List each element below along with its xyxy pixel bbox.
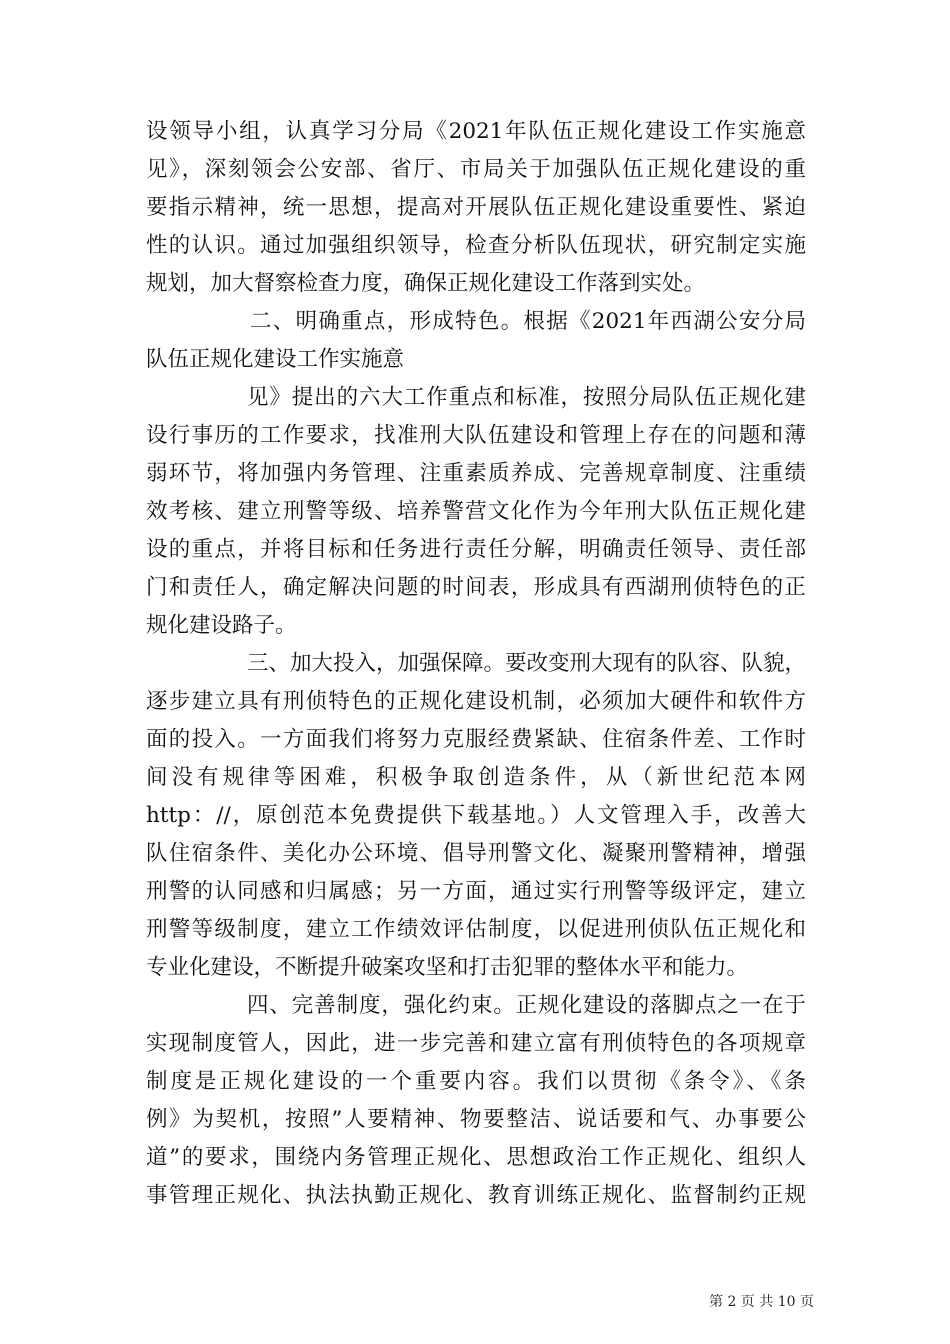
text-line: 面的投入。一方面我们将努力克服经费紧缺、住宿条件差、工作时 <box>146 727 806 752</box>
text-line: 规化建设路子。 <box>146 613 297 638</box>
text-line: 逐步建立具有刑侦特色的正规化建设机制，必须加大硬件和软件方 <box>146 689 806 714</box>
text-line: 道”的要求，围绕内务管理正规化、思想政治工作正规化、组织人 <box>146 1145 806 1170</box>
text-line: 四、完善制度，强化约束。正规化建设的落脚点之一在于 <box>247 993 806 1018</box>
text-line: 间没有规律等困难，积极争取创造条件，从（新世纪范本网 <box>146 765 806 790</box>
page-number: 第 2 页 共 10 页 <box>709 1294 814 1310</box>
text-line: 效考核、建立刑警等级、培养警营文化作为今年刑大队伍正规化建 <box>146 499 806 524</box>
text-line: 队住宿条件、美化办公环境、倡导刑警文化、凝聚刑警精神，增强 <box>146 841 806 866</box>
text-line: 例》为契机，按照”人要精神、物要整洁、说话要和气、办事要公 <box>146 1107 806 1132</box>
text-line: 三、加大投入，加强保障。要改变刑大现有的队容、队貌， <box>247 651 807 676</box>
text-line: 规划，加大督察检查力度，确保正规化建设工作落到实处。 <box>146 271 706 296</box>
text-line: 制度是正规化建设的一个重要内容。我们以贯彻《条令》、《条 <box>146 1069 806 1094</box>
text-line: 设行事历的工作要求，找准刑大队伍建设和管理上存在的问题和薄 <box>146 423 806 448</box>
text-line: 专业化建设，不断提升破案攻坚和打击犯罪的整体水平和能力。 <box>146 955 749 980</box>
text-line: 实现制度管人，因此，进一步完善和建立富有刑侦特色的各项规章 <box>146 1031 806 1056</box>
text-line: 二、明确重点，形成特色。根据《2021年西湖公安分局 <box>250 309 806 334</box>
text-line: 事管理正规化、执法执勤正规化、教育训练正规化、监督制约正规 <box>146 1183 806 1208</box>
text-line: 刑警等级制度，建立工作绩效评估制度，以促进刑侦队伍正规化和 <box>146 917 806 942</box>
text-line: 性的认识。通过加强组织领导，检查分析队伍现状，研究制定实施 <box>146 233 806 258</box>
text-line: 见》提出的六大工作重点和标准，按照分局队伍正规化建 <box>247 385 806 410</box>
text-line: 见》，深刻领会公安部、省厅、市局关于加强队伍正规化建设的重 <box>146 157 806 182</box>
text-line: 刑警的认同感和归属感；另一方面，通过实行刑警等级评定，建立 <box>146 879 806 904</box>
text-line: 设领导小组，认真学习分局《2021年队伍正规化建设工作实施意 <box>146 119 806 144</box>
text-line: 弱环节，将加强内务管理、注重素质养成、完善规章制度、注重绩 <box>146 461 806 486</box>
text-line: 设的重点，并将目标和任务进行责任分解，明确责任领导、责任部 <box>146 537 806 562</box>
text-line: 队伍正规化建设工作实施意 <box>146 347 405 372</box>
text-line: 要指示精神，统一思想，提高对开展队伍正规化建设重要性、紧迫 <box>146 195 806 220</box>
text-line: 门和责任人，确定解决问题的时间表，形成具有西湖刑侦特色的正 <box>146 575 806 600</box>
text-line: http：//，原创范本免费提供下载基地。）人文管理入手，改善大 <box>146 803 806 828</box>
